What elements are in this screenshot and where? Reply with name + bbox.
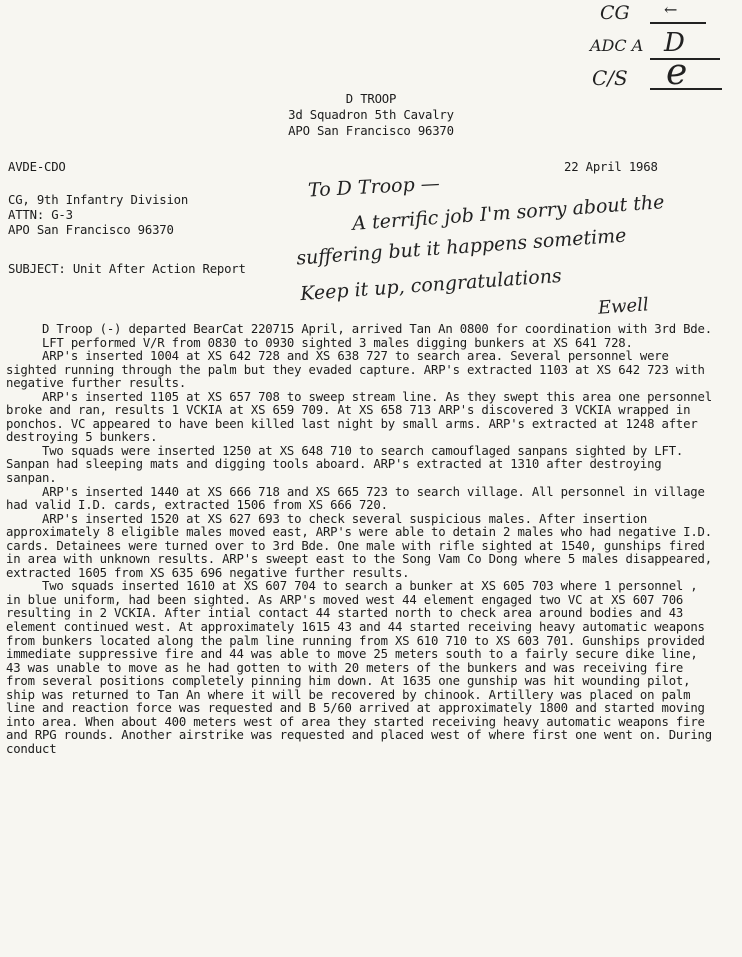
handwritten-note-line: A terrific job I'm sorry about the: [351, 191, 666, 235]
report-body: [6, 323, 718, 757]
handwritten-note-line: To D Troop —: [307, 172, 441, 202]
routing-underline: [650, 22, 706, 24]
report-paragraph: ARP's inserted 1520 at XS 627 693 to check several suspicious males. After insertion approximately 8 eligible males moved east, ARP's were able to detain 2 males who had negative I.D. cards. Detainees were turned over to 3rd Bde. One male with rifle sighted at 1540, gunships fired in area with unknown results. ARP's sweept east to the Song Vam Co Dong where 5 males disappeared, extracted 1605 from XS 635 696 negative further results.: [6, 511, 712, 580]
letterhead-unit: D TROOP: [345, 92, 397, 106]
routing-label: C/S: [592, 66, 628, 90]
handwritten-note-line: suffering but it happens sometime: [295, 224, 628, 270]
routing-mark: D: [664, 28, 685, 58]
letterhead-apo: APO San Francisco 96370: [288, 124, 454, 138]
report-paragraph: Two squads inserted 1610 at XS 607 704 to search a bunker at XS 605 703 where 1 personnel , in blue uniform, had been sighted. As ARP's moved west 44 element engaged two VC at XS 607 706 resulting in 2 VCKIA. After intial contact 44 started north to check area around bodies and 43 element continued west. At approximately 1615 43 and 44 started receiving heavy automatic weapons from bunkers located along the palm line running from XS 610 710 to XS 603 701. Gunships provided immediate suppressive fire and 44 was able to move 25 meters south to a fairly secure dike line, 43 was unable to move as he had gotten to with 20 meters of the bunkers and was receiving fire from several positions completely pinning him down. At 1635 one gunship was hit wounding pilot, ship was returned to Tan An where it will be recovered by chinook. Artillery was placed on palm line and reaction force was requested and B 5/60 arrived at approximately 1800 and started moving into area. When about 400 meters west of area they started receiving heavy automatic weapons fire and RPG rounds. Another airstrike was requested and placed west of where first one went on. During conduct: [6, 579, 712, 756]
routing-row-cs: [592, 66, 628, 90]
report-paragraph: ARP's inserted 1440 at XS 666 718 and XS 665 723 to search village. All personnel in village had valid I.D. cards, extracted 1506 from XS 666 720.: [6, 484, 705, 513]
subject-line: SUBJECT: Unit After Action Report: [8, 262, 246, 276]
report-paragraph: D Troop (-) departed BearCat 220715 April, arrived Tan An 0800 for coordination with 3rd Bde.: [42, 322, 712, 336]
report-paragraph: Two squads were inserted 1250 at XS 648 710 to search camouflaged sanpans sighted by LFT. Sanpan had sleeping mats and digging tools aboard. ARP's extracted at 1310 after destroying sanpan.: [6, 443, 684, 486]
office-symbol: AVDE-CDO: [8, 160, 66, 174]
report-paragraph: ARP's inserted 1004 at XS 642 728 and XS 638 727 to search area. Several personnel were sighted running through the palm but they evaded capture. ARP's extracted 1103 at XS 642 723 with negative further results.: [6, 349, 705, 391]
address-line-1: CG, 9th Infantry Division: [8, 193, 189, 207]
handwritten-note-line: Keep it up, congratulations: [299, 264, 563, 306]
routing-label: CG: [600, 2, 630, 24]
address-line-3: APO San Francisco 96370: [8, 223, 174, 237]
routing-label: ADC A: [590, 36, 644, 55]
address-line-2: ATTN: G-3: [8, 208, 73, 222]
routing-row-cg: [600, 2, 630, 24]
letterhead-squadron: 3d Squadron 5th Cavalry: [288, 108, 454, 122]
routing-mark: e: [666, 52, 688, 93]
letter-date: 22 April 1968: [564, 160, 658, 174]
routing-underline: [650, 88, 722, 90]
report-paragraph: LFT performed V/R from 0830 to 0930 sighted 3 males digging bunkers at XS 641 728.: [42, 335, 633, 350]
routing-row-adca: [590, 36, 643, 55]
handwritten-signature: Ewell: [597, 294, 650, 319]
routing-mark: ←: [664, 0, 678, 19]
report-paragraph: ARP's inserted 1105 at XS 657 708 to sweep stream line. As they swept this area one personnel broke and ran, results 1 VCKIA at XS 659 709. At XS 658 713 ARP's discovered 3 VCKIA wrapped in ponchos. VC appeared to have been killed last night by small arms. ARP's extracted at 1248 after destroying 5 bunkers.: [6, 389, 712, 445]
